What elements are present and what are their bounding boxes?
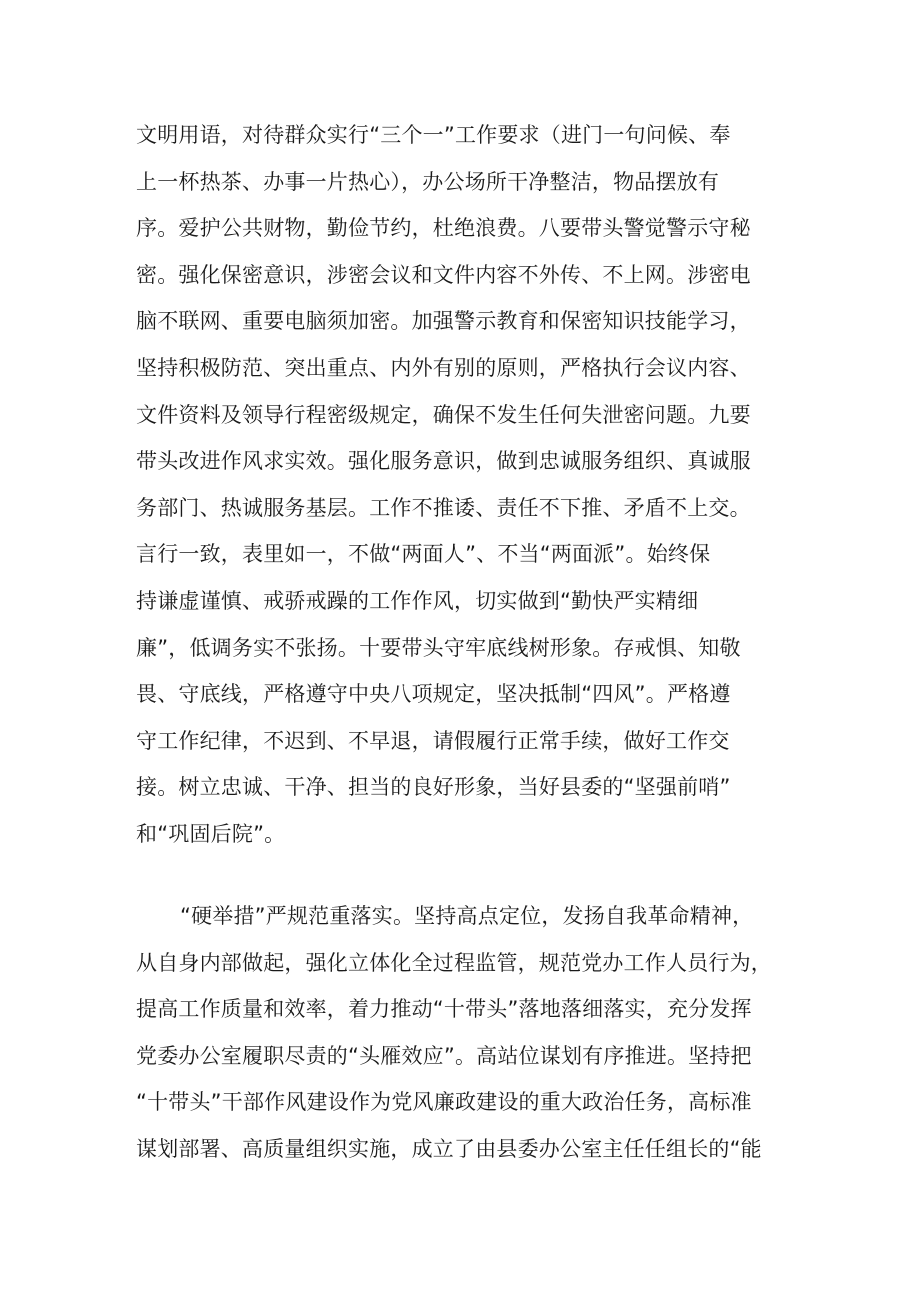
paragraph-1 xyxy=(136,112,796,858)
text-line: “十带头”干部作风建设作为党风廉政建设的重大政治任务，高标准 xyxy=(136,1090,752,1115)
text-line: 党委办公室履职尽责的“头雁效应”。高站位谋划有序推进。坚持把 xyxy=(136,1043,752,1068)
paragraph-2 xyxy=(136,893,796,1173)
text-line: 接。树立忠诚、干净、担当的良好形象，当好县委的“坚强前哨” xyxy=(136,775,731,800)
text-line: 从自身内部做起，强化立体化全过程监管，规范党办工作人员行为， xyxy=(136,950,772,975)
text-line: 廉”，低调务实不张扬。十要带头守牢底线树形象。存戒惧、知敬 xyxy=(136,635,741,660)
text-line: 言行一致，表里如一，不做“两面人”、不当“两面派”。始终保 xyxy=(136,542,711,567)
text-line: 持谦虚谨慎、戒骄戒躁的工作作风，切实做到“勤快严实精细 xyxy=(136,588,699,613)
text-line: 文件资料及领导行程密级规定，确保不发生任何失泄密问题。九要 xyxy=(136,402,751,427)
text-line: 序。爱护公共财物，勤俭节约，杜绝浪费。八要带头警觉警示守秘 xyxy=(136,216,751,241)
text-line: 文明用语，对待群众实行“三个一”工作要求（进门一句问候、奉 xyxy=(136,123,731,147)
text-line: 脑不联网、重要电脑须加密。加强警示教育和保密知识技能学习， xyxy=(136,309,751,334)
text-line: 密。强化保密意识，涉密会议和文件内容不外传、不上网。涉密电 xyxy=(136,262,751,287)
text-line: 带头改进作风求实效。强化服务意识，做到忠诚服务组织、真诚服 xyxy=(136,449,751,474)
text-line: 坚持积极防范、突出重点、内外有别的原则，严格执行会议内容、 xyxy=(136,355,751,380)
text-line: “硬举措”严规范重落实。坚持高点定位，发扬自我革命精神， xyxy=(180,904,754,928)
text-line: 上一杯热茶、办事一片热心），办公场所干净整洁，物品摆放有 xyxy=(136,169,720,194)
text-line: 和“巩固后院”。 xyxy=(136,821,286,846)
text-line: 务部门、热诚服务基层。工作不推诿、责任不下推、矛盾不上交。 xyxy=(136,495,751,520)
text-line: 谋划部署、高质量组织实施，成立了由县委办公室主任任组长的“能 xyxy=(136,1136,762,1161)
text-line: 守工作纪律，不迟到、不早退，请假履行正常手续，做好工作交 xyxy=(136,728,730,753)
text-line: 提高工作质量和效率，着力推动“十带头”落地落细落实，充分发挥 xyxy=(136,997,752,1022)
text-line: 畏、守底线，严格遵守中央八项规定，坚决抵制“四风”。严格遵 xyxy=(136,682,731,707)
